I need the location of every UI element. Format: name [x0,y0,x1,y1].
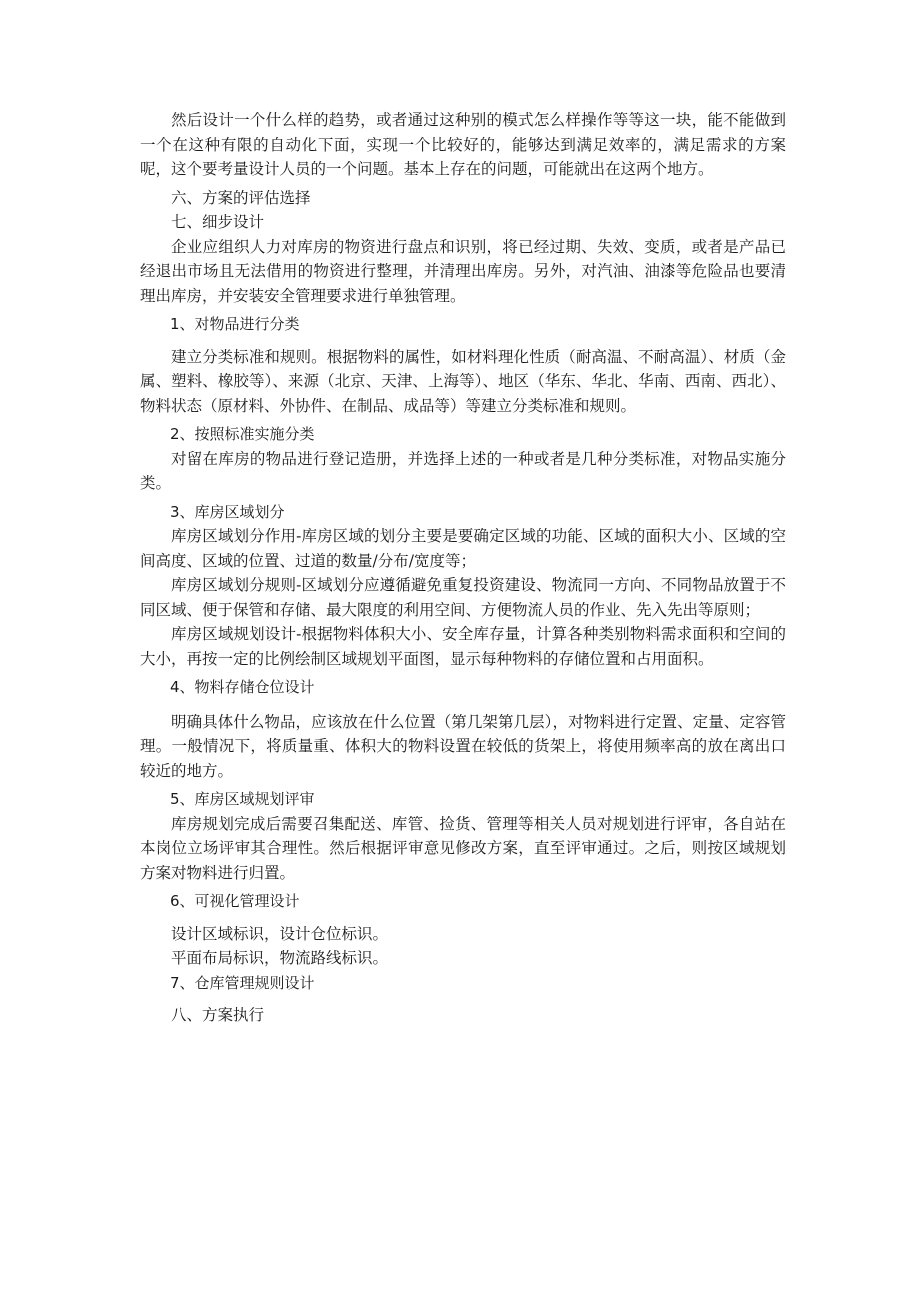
document-body [140,108,786,1028]
section-heading-8: 八、方案执行 [171,1006,265,1024]
section-heading-7: 七、细步设计 [171,213,265,231]
paragraph-zone-planning: 库房区域规划设计-根据物料体积大小、安全库存量，计算各种类别物料需求面积和空间的大小，再按一定的比例绘制区域规划平面图，显示每种物料的存储位置和占用面积。 [140,625,786,668]
paragraph-storage-location: 明确具体什么物品，应该放在什么位置（第几架第几层），对物料进行定置、定量、定容管理。一般情况下，将质量重、体积大的物料设置在较低的货架上，将使用频率高的放在离出口较近的地方。 [140,712,786,780]
paragraph-zone-rules: 库房区域划分规则-区域划分应遵循避免重复投资建设、物流同一方向、不同物品放置于不同区域、便于保管和存储、最大限度的利用空间、方便物流人员的作业、先入先出等原则； [140,576,786,619]
paragraph-classification-implementation: 对留在库房的物品进行登记造册，并选择上述的一种或者是几种分类标准，对物品实施分类。 [140,449,786,492]
paragraph-zone-function: 库房区域划分作用-库房区域的划分主要是要确定区域的功能、区域的面积大小、区域的空间高度、区域的位置、过道的数量/分布/宽度等； [140,527,786,570]
section-heading-6: 六、方案的评估选择 [171,188,311,207]
subheading-2: 2、按照标准实施分类 [170,425,315,443]
subheading-7: 7、仓库管理规则设计 [170,973,315,992]
subheading-1: 1、对物品进行分类 [170,315,300,333]
subheading-3: 3、库房区域划分 [170,502,285,521]
paragraph-classification-standards: 建立分类标准和规则。根据物料的属性，如材料理化性质（耐高温、不耐高温）、材质（金属、塑料、橡胶等）、来源（北京、天津、上海等）、地区（华东、华北、华南、西南、西北）、物料状态（原材料、外协件、在制品、成品等）等建立分类标准和规则。 [140,347,786,415]
paragraph-layout-labels: 平面布局标识，物流路线标识。 [171,949,389,967]
paragraph-zone-labels: 设计区域标识，设计仓位标识。 [171,924,389,943]
subheading-4: 4、物料存储仓位设计 [170,678,315,696]
paragraph-plan-review: 库房规划完成后需要召集配送、库管、捡货、管理等相关人员对规划进行评审，各自站在本岗位立场评审其合理性。然后根据评审意见修改方案，直至评审通过。之后，则按区域规划方案对物料进行归置。 [140,814,786,882]
subheading-5: 5、库房区域规划评审 [170,790,315,808]
paragraph-inventory-cleanup: 企业应组织人力对库房的物资进行盘点和识别，将已经过期、失效、变质，或者是产品已经退出市场且无法借用的物资进行整理，并清理出库房。另外，对汽油、油漆等危险品也要清理出库房，并安装安全管理要求进行单独管理。 [140,237,786,305]
subheading-6: 6、可视化管理设计 [170,892,300,910]
paragraph-design-trend: 然后设计一个什么样的趋势，或者通过这种别的模式怎么样操作等等这一块，能不能做到一个在这种有限的自动化下面，实现一个比较好的，能够达到满足效率的，满足需求的方案呢，这个要考量设计人员的一个问题。基本上存在的问题，可能就出在这两个地方。 [140,111,786,178]
